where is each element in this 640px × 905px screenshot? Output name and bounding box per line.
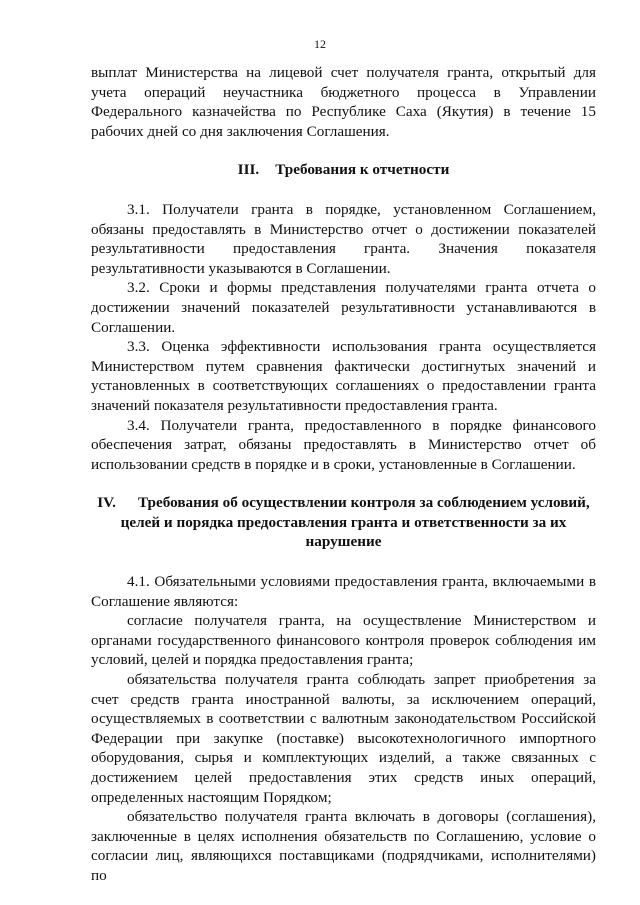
page-number: 12 <box>314 37 326 51</box>
paragraph-3-2: 3.2. Сроки и формы представления получателями гранта отчета о достижении значений показателей результативности устанавливаются в Соглашении. <box>91 279 596 336</box>
paragraph-4-1: 4.1. Обязательными условиями предоставления гранта, включаемыми в Соглашение являются: <box>91 573 596 610</box>
section-heading-iv <box>91 493 596 552</box>
paragraph-continuation: выплат Министерства на лицевой счет получателя гранта, открытый для учета операций неучастника бюджетного процесса в Управлении Федерального казначейства по Республике Саха (Якутия) в течение 15 рабочих дней со дня заключения Соглашения. <box>91 64 596 140</box>
paragraph-3-1: 3.1. Получатели гранта в порядке, установленном Соглашением, обязаны предоставлять в Министерство отчет о достижении показателей результативности предоставления гранта. Значения показателя результативности указываются в Соглашении. <box>91 200 596 277</box>
section-title: Требования об осуществлении контроля за соблюдением условий, целей и порядка предоставления гранта и ответственности за их нарушение <box>120 494 590 551</box>
section-numeral: III. <box>237 161 260 179</box>
paragraph-3-3: 3.3. Оценка эффективности использования гранта осуществляется Министерством путем сравнения фактически достигнутых значений и установленных в соответствующих соглашениях о предоставлении гранта значений показателя результативности предоставления гранта. <box>91 338 596 414</box>
section-heading-iii <box>91 160 596 180</box>
document-body <box>91 63 596 886</box>
section-title: Требования к отчетности <box>275 161 450 179</box>
section-numeral: IV. <box>97 494 116 512</box>
paragraph-condition-consent: согласие получателя гранта, на осуществление Министерством и органами государственного финансового контроля проверок соблюдения им условий, целей и порядка предоставления гранта; <box>91 612 596 669</box>
paragraph-condition-contracts: обязательство получателя гранта включать в договоры (соглашения), заключенные в целях исполнения обязательств по Соглашению, условие о согласии лиц, являющихся поставщиками (подрядчиками, исполнителями) по <box>91 808 596 884</box>
paragraph-3-4: 3.4. Получатели гранта, предоставленного в порядке финансового обеспечения затрат, обязаны предоставлять в Министерство отчет об использовании средств в порядке и в сроки, установленные в Соглашении. <box>91 416 596 473</box>
paragraph-condition-currency: обязательства получателя гранта соблюдать запрет приобретения за счет средств гранта иностранной валюты, за исключением операций, осуществляемых в соответствии с валютным законодательством Российской Федерации при закупке (поставке) высокотехнологичного импортного оборудования, сырья и комплектующих изделий, а также связанных с достижением целей предоставления этих средств иных операций, определенных настоящим Порядком; <box>91 671 596 806</box>
